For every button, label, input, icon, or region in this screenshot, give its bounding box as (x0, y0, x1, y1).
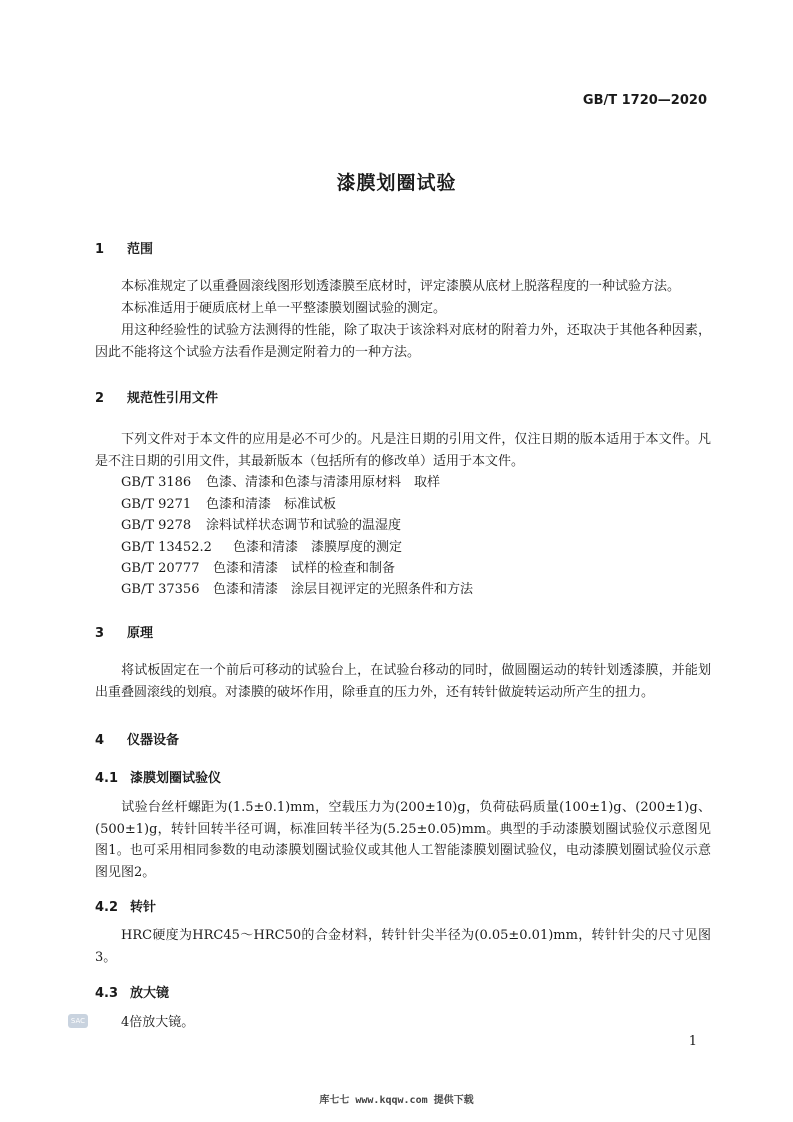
subsection-4-3-paragraph: 4倍放大镜。 (121, 1015, 195, 1030)
section-title: 规范性引用文件 (127, 391, 219, 406)
reference-item: GB/T 37356 色漆和清漆 涂层目视评定的光照条件和方法 (121, 582, 474, 597)
subsection-number: 4.2 (95, 900, 119, 915)
page-number: 1 (688, 1034, 697, 1049)
subsection-4-3-heading (95, 982, 169, 1001)
reference-item: GB/T 9271 色漆和清漆 标准试板 (121, 497, 337, 512)
subsection-4-1-heading (95, 767, 221, 786)
subsection-4-2-heading (95, 896, 156, 915)
section-title: 范围 (127, 242, 154, 257)
section-number: 4 (95, 733, 105, 748)
section-3-heading (95, 622, 153, 641)
reference-item: GB/T 20777 色漆和清漆 试样的检查和制备 (121, 561, 396, 576)
download-footer: 库七七 www.kqqw.com 提供下载 (319, 1095, 474, 1106)
subsection-4-2-paragraph: HRC硬度为HRC45～HRC50的合金材料，转针针尖半径为(0.05±0.01)mm，转针针尖的尺寸见图3。 (95, 928, 711, 965)
subsection-4-1-paragraph: 试验台丝杆螺距为(1.5±0.1)mm，空载压力为(200±10)g，负荷砝码质量(100±1)g、(200±1)g、(500±1)g，转针回转半径可调，标准回转半径为(5.25±0.05)mm。典型的手动漆膜划圈试验仪示意图见图1。也可采用相同参数的电动漆膜划圈试验仪或其他人工智能漆膜划圈试验仪，电动漆膜划圈试验仪示意图见图2。 (95, 800, 711, 880)
section-2-paragraph-1: 下列文件对于本文件的应用是必不可少的。凡是注日期的引用文件，仅注日期的版本适用于本文件。凡是不注日期的引用文件，其最新版本（包括所有的修改单）适用于本文件。 (95, 432, 711, 469)
standard-code: GB/T 1720—2020 (582, 93, 707, 108)
section-number: 1 (95, 242, 105, 257)
section-1-paragraph-2: 本标准适用于硬质底材上单一平整漆膜划圈试验的测定。 (121, 301, 447, 316)
sac-watermark-logo: SAC (68, 1014, 88, 1028)
section-4-heading (95, 729, 179, 748)
reference-item: GB/T 13452.2 色漆和清漆 漆膜厚度的测定 (121, 540, 403, 555)
section-number: 3 (95, 626, 105, 641)
section-3-paragraph-1: 将试板固定在一个前后可移动的试验台上，在试验台移动的同时，做圆圈运动的转针划透漆膜，并能划出重叠圆滚线的划痕。对漆膜的破坏作用，除垂直的压力外，还有转针做旋转运动所产生的扭力。 (95, 663, 711, 700)
section-number: 2 (95, 391, 105, 406)
section-1-paragraph-1: 本标准规定了以重叠圆滚线图形划透漆膜至底材时，评定漆膜从底材上脱落程度的一种试验方法。 (121, 279, 681, 294)
section-title: 仪器设备 (127, 733, 180, 748)
subsection-number: 4.1 (95, 771, 119, 786)
section-title: 原理 (127, 626, 154, 641)
section-1-heading (95, 238, 153, 257)
subsection-number: 4.3 (95, 986, 119, 1001)
document-title: 漆膜划圈试验 (336, 172, 457, 194)
reference-item: GB/T 3186 色漆、清漆和色漆与清漆用原材料 取样 (121, 475, 441, 490)
subsection-title: 放大镜 (130, 986, 170, 1001)
section-1-paragraph-3: 用这种经验性的试验方法测得的性能，除了取决于该涂料对底材的附着力外，还取决于其他各种因素，因此不能将这个试验方法看作是测定附着力的一种方法。 (95, 323, 711, 360)
subsection-title: 转针 (130, 900, 157, 915)
reference-item: GB/T 9278 涂料试样状态调节和试验的温湿度 (121, 518, 402, 533)
subsection-title: 漆膜划圈试验仪 (130, 771, 222, 786)
section-2-heading (95, 387, 218, 406)
